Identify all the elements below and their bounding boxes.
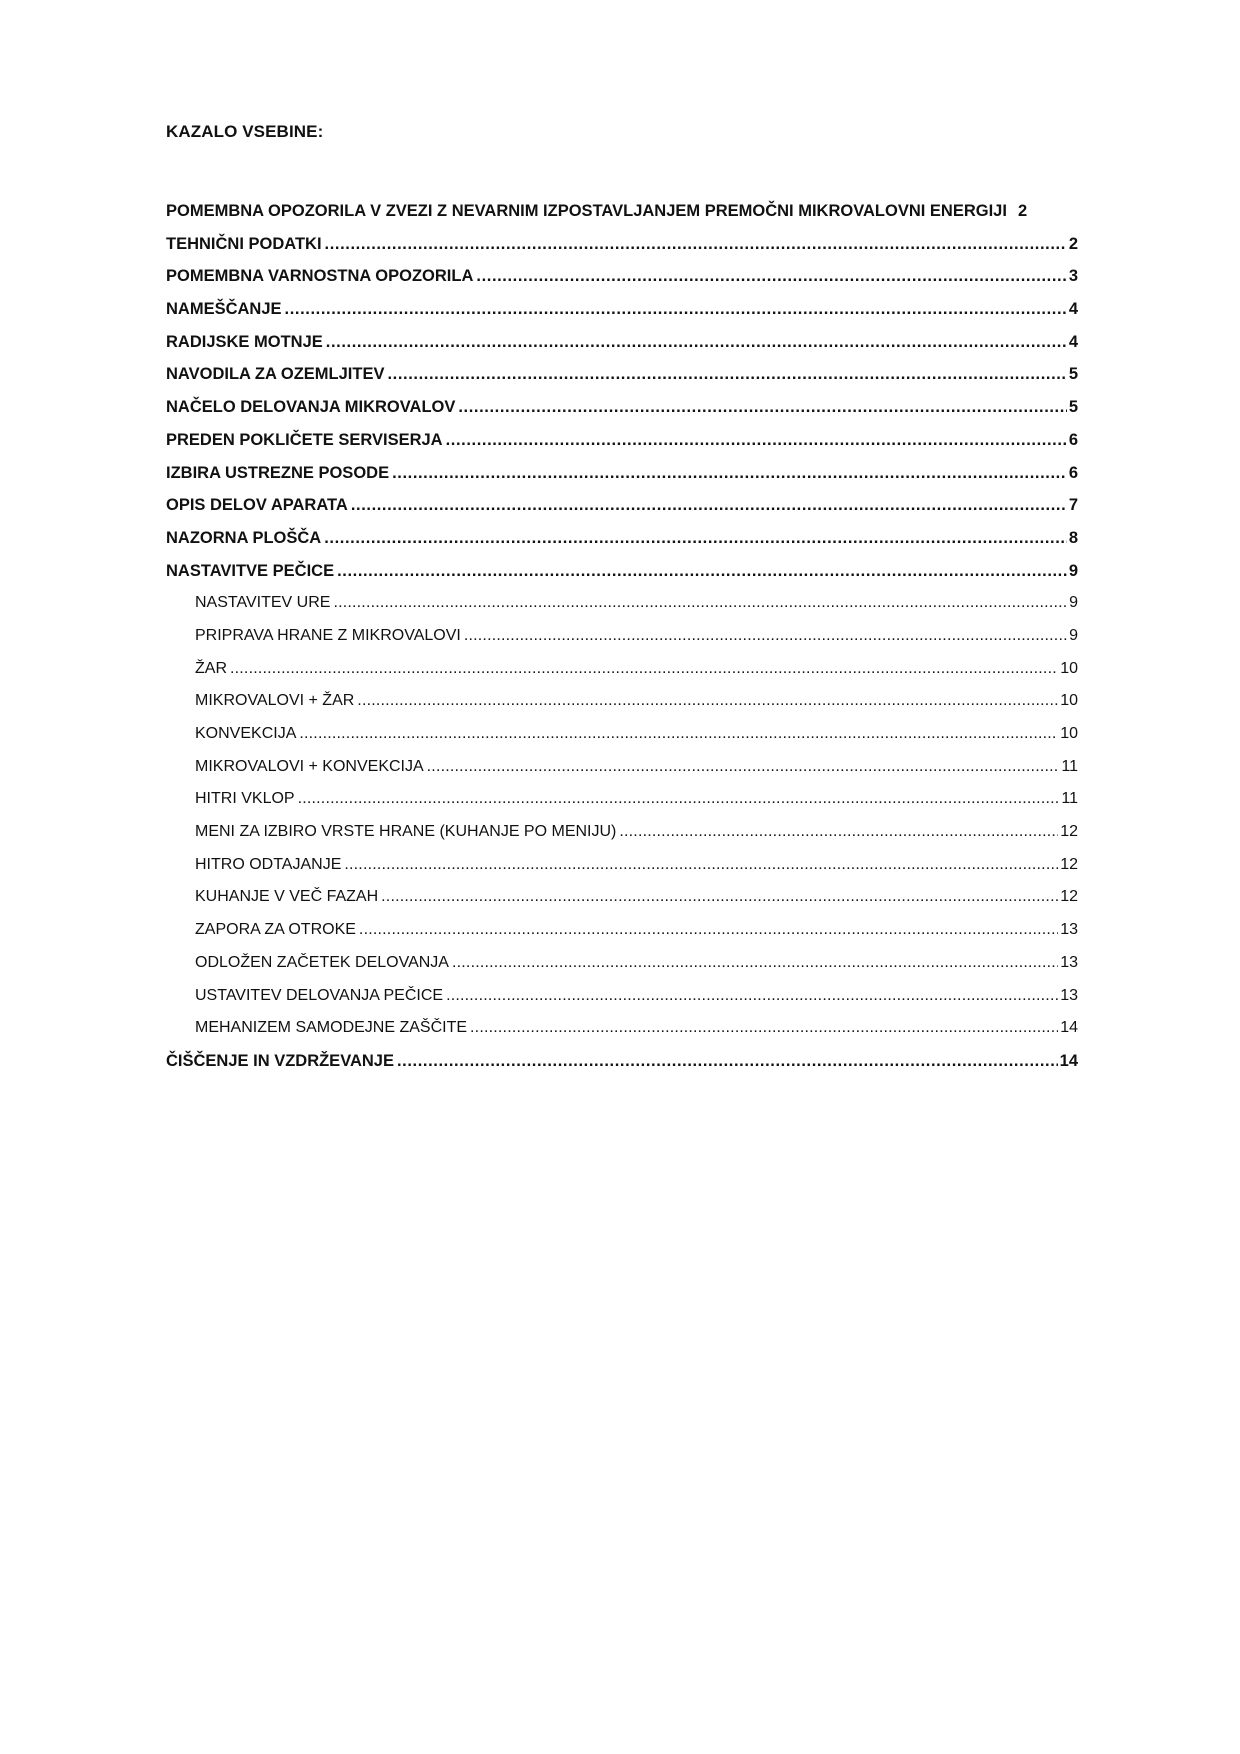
toc-entry-title: ČIŠČENJE IN VZDRŽEVANJE <box>166 1051 394 1070</box>
toc-entry-title: HITRO ODTAJANJE <box>195 855 342 873</box>
toc-entry-page-number: 9 <box>1068 561 1078 580</box>
toc-dot-leader <box>344 849 1058 882</box>
toc-entry-title: IZBIRA USTREZNE POSODE <box>166 463 390 482</box>
toc-dot-leader <box>392 457 1067 490</box>
toc-entry-title: MIKROVALOVI + KONVEKCIJA <box>195 757 424 775</box>
toc-entry[interactable] <box>166 522 1078 555</box>
toc-entry-title: MIKROVALOVI + ŽAR <box>195 692 355 710</box>
toc-entry-title: RADIJSKE MOTNJE <box>166 332 323 351</box>
toc-dot-leader <box>337 555 1067 588</box>
toc-entry-page-number: 10 <box>1060 659 1078 677</box>
toc-entry[interactable] <box>166 587 1078 620</box>
toc-entry[interactable] <box>166 293 1078 326</box>
toc-entry-page-number: 7 <box>1068 496 1078 515</box>
toc-entry-page-number: 6 <box>1068 430 1078 449</box>
toc-entry[interactable] <box>166 391 1078 424</box>
toc-dot-leader <box>324 522 1067 555</box>
toc-dot-leader <box>427 751 1060 784</box>
toc-dot-leader <box>464 620 1067 653</box>
toc-entry[interactable] <box>166 1045 1078 1078</box>
toc-entry-page-number: 12 <box>1060 888 1078 906</box>
toc-entry-page-number: 5 <box>1068 398 1078 417</box>
toc-entry-title: NAZORNA PLOŠČA <box>166 528 322 547</box>
toc-dot-leader <box>299 718 1058 751</box>
toc-entry[interactable] <box>166 195 1078 228</box>
toc-entry-page-number: 2 <box>1068 234 1078 253</box>
toc-dot-leader <box>397 1045 1058 1078</box>
toc-dot-leader <box>458 391 1066 424</box>
toc-entry-title: NASTAVITEV URE <box>195 594 331 612</box>
toc-dot-leader <box>387 358 1066 391</box>
table-of-contents <box>166 195 1078 1078</box>
toc-entry-page-number: 8 <box>1068 528 1078 547</box>
toc-entry-page-number: 10 <box>1060 692 1078 710</box>
toc-entry-page-number: 9 <box>1069 594 1078 612</box>
toc-entry[interactable] <box>166 914 1078 947</box>
toc-dot-leader <box>351 489 1067 522</box>
toc-entry[interactable] <box>166 849 1078 882</box>
toc-entry-page-number: 2 <box>1017 202 1028 220</box>
toc-entry-title: NAVODILA ZA OZEMLJITEV <box>166 365 385 384</box>
toc-dot-leader <box>452 947 1058 980</box>
toc-dot-leader <box>325 228 1067 261</box>
toc-dot-leader <box>446 980 1058 1013</box>
toc-entry-title: HITRI VKLOP <box>195 790 295 808</box>
toc-entry-title: ZAPORA ZA OTROKE <box>195 921 356 939</box>
toc-dot-leader <box>326 326 1067 359</box>
toc-dot-leader <box>359 914 1058 947</box>
toc-entry-title: MENI ZA IZBIRO VRSTE HRANE (KUHANJE PO MENIJU) <box>195 823 617 841</box>
toc-dot-leader <box>619 816 1058 849</box>
toc-entry[interactable] <box>166 783 1078 816</box>
toc-heading: KAZALO VSEBINE: <box>166 122 324 141</box>
toc-entry-title: NAČELO DELOVANJA MIKROVALOV <box>166 398 456 417</box>
toc-dot-leader <box>333 587 1067 620</box>
toc-dot-leader <box>381 881 1058 914</box>
toc-entry[interactable] <box>166 653 1078 686</box>
toc-entry-page-number: 4 <box>1068 300 1078 319</box>
toc-dot-leader <box>446 424 1067 457</box>
toc-dot-leader <box>470 1012 1058 1045</box>
toc-entry-page-number: 11 <box>1061 757 1078 775</box>
toc-entry[interactable] <box>166 751 1078 784</box>
toc-entry[interactable] <box>166 457 1078 490</box>
toc-entry-page-number: 9 <box>1069 626 1078 644</box>
toc-entry-title: MEHANIZEM SAMODEJNE ZAŠČITE <box>195 1019 468 1037</box>
toc-entry-title: NASTAVITVE PEČICE <box>166 561 335 580</box>
toc-entry-page-number: 5 <box>1068 365 1078 384</box>
toc-entry[interactable] <box>166 489 1078 522</box>
toc-entry[interactable] <box>166 685 1078 718</box>
toc-entry[interactable] <box>166 260 1078 293</box>
toc-entry-title: PREDEN POKLIČETE SERVISERJA <box>166 430 443 449</box>
toc-entry[interactable] <box>166 1012 1078 1045</box>
toc-entry[interactable] <box>166 980 1078 1013</box>
toc-entry-page-number: 13 <box>1060 921 1078 939</box>
toc-entry[interactable] <box>166 555 1078 588</box>
toc-entry[interactable] <box>166 620 1078 653</box>
toc-entry[interactable] <box>166 718 1078 751</box>
toc-entry-page-number: 12 <box>1060 855 1078 873</box>
toc-dot-leader <box>357 685 1058 718</box>
toc-entry-title: USTAVITEV DELOVANJA PEČICE <box>195 986 444 1004</box>
toc-entry-title: KUHANJE V VEČ FAZAH <box>195 888 379 906</box>
toc-entry-page-number: 14 <box>1059 1051 1078 1070</box>
toc-dot-leader <box>285 293 1067 326</box>
toc-entry-title: PRIPRAVA HRANE Z MIKROVALOVI <box>195 626 461 644</box>
toc-dot-leader <box>298 783 1060 816</box>
toc-entry-title: POMEMBNA OPOZORILA V ZVEZI Z NEVARNIM IZPOSTAVLJANJEM PREMOČNI MIKROVALOVNI ENERGIJI <box>166 202 1007 220</box>
toc-entry[interactable] <box>166 816 1078 849</box>
toc-entry[interactable] <box>166 326 1078 359</box>
toc-entry-page-number: 14 <box>1060 1019 1078 1037</box>
toc-entry-page-number: 4 <box>1068 332 1078 351</box>
toc-entry-title: KONVEKCIJA <box>195 725 297 742</box>
toc-entry[interactable] <box>166 881 1078 914</box>
toc-entry-page-number: 13 <box>1060 986 1078 1004</box>
toc-entry-page-number: 12 <box>1060 823 1078 841</box>
toc-dot-leader <box>230 653 1058 686</box>
toc-entry-page-number: 10 <box>1060 725 1078 742</box>
toc-entry-page-number: 6 <box>1068 463 1078 482</box>
toc-entry-page-number: 3 <box>1068 267 1078 286</box>
toc-entry-page-number: 11 <box>1061 790 1078 808</box>
toc-entry-title: OPIS DELOV APARATA <box>166 496 348 515</box>
toc-entry[interactable] <box>166 947 1078 980</box>
toc-entry-title: TEHNIČNI PODATKI <box>166 234 322 253</box>
toc-entry-title: ODLOŽEN ZAČETEK DELOVANJA <box>195 953 449 971</box>
toc-entry-title: NAMEŠČANJE <box>166 300 282 319</box>
toc-entry[interactable] <box>166 358 1078 391</box>
toc-entry-title: ŽAR <box>195 659 227 677</box>
toc-entry[interactable] <box>166 424 1078 457</box>
toc-dot-leader <box>476 260 1066 293</box>
toc-entry-page-number: 13 <box>1060 953 1078 971</box>
toc-entry-title: POMEMBNA VARNOSTNA OPOZORILA <box>166 267 474 286</box>
toc-entry[interactable] <box>166 228 1078 261</box>
